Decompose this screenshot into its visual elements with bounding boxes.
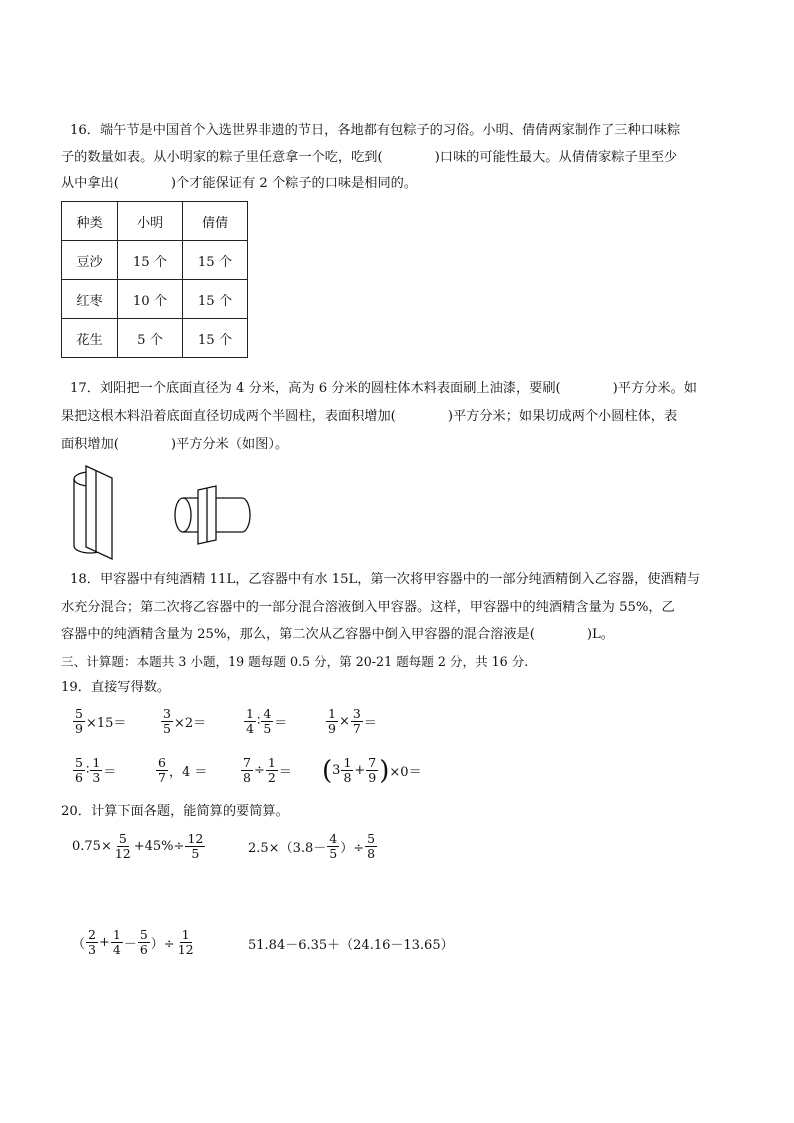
table-cell: 15 个 [183, 280, 248, 319]
table-cell: 15 个 [183, 241, 248, 280]
table-row [62, 241, 248, 280]
table-row [62, 319, 248, 358]
q19-expr-7 [240, 756, 292, 785]
operator: ÷ [253, 763, 265, 778]
table-cell: 豆沙 [62, 241, 118, 280]
q16-line3-text-b: )个才能保证有 2 个粽子的口味是相同的。 [170, 176, 418, 191]
section-3-heading: 三、计算题：本题共 3 小题，19 题每题 0.5 分，第 20-21 题每题 2 分，共 16 分. [61, 654, 529, 669]
expr-text: ＝ [274, 716, 288, 731]
operator: + [98, 935, 110, 950]
expr-text: ）÷ [150, 937, 175, 952]
operator: ∶ [85, 763, 90, 778]
q16-line2-text-b: )口味的可能性最大。从倩倩家粽子里至少 [434, 150, 678, 165]
q17-line2 [61, 403, 677, 430]
fraction: $\frac{7}{9}$ [368, 755, 377, 785]
table-cell: 15 个 [183, 319, 248, 358]
q16-line3 [61, 170, 417, 197]
q20-expr-d [248, 934, 454, 953]
q19-title: 19．直接写得数。 [61, 680, 171, 695]
expr-text: ＝ [103, 765, 117, 780]
expr-text: 2.5×（3.8－ [248, 841, 327, 856]
whole-number: 3 [332, 763, 341, 778]
operator: － [123, 937, 137, 952]
q19-expr-5 [72, 756, 116, 785]
fraction: $\frac{2}{3}$ [88, 927, 96, 957]
expr-text: ×2＝ [173, 716, 207, 731]
expr-text: ，4 ＝ [168, 765, 208, 780]
fraction: $\frac{3}{7}$ [352, 706, 361, 736]
q18-line3 [61, 621, 614, 648]
expr-text: 51.84－6.35＋（24.16－13.65） [248, 938, 454, 953]
q17-line3 [61, 431, 288, 458]
fraction: $\frac{4}{5}$ [329, 831, 338, 861]
expr-text: （ [72, 937, 86, 952]
cylinder-cut-crosswise-figure [170, 482, 255, 552]
fraction: $\frac{4}{5}$ [263, 706, 272, 736]
left-paren: ( [322, 755, 333, 786]
fraction: $\frac{6}{7}$ [158, 755, 166, 785]
expr-text: 0.75× [72, 839, 112, 854]
fraction: $\frac{5}{12}$ [114, 831, 131, 861]
q17-line1 [70, 375, 697, 402]
q20-expr-c [72, 928, 197, 957]
table-cell: 花生 [62, 319, 118, 358]
fraction: $\frac{1}{4}$ [246, 706, 254, 736]
fraction: $\frac{1}{4}$ [112, 927, 121, 957]
table-row [62, 280, 248, 319]
expr-text: ＝ [363, 716, 377, 731]
fraction: $\frac{5}{9}$ [75, 706, 83, 736]
q16-line2-text-a: 子的数量如表。从小明家的粽子里任意拿一个吃，吃到( [61, 150, 383, 165]
q16-line3-text-a: 从中拿出( [61, 176, 119, 191]
q18-line1: 18．甲容器中有纯酒精 11L，乙容器中有水 15L，第一次将甲容器中的一部分纯酒精倒入乙容器，使酒精与 [70, 572, 701, 587]
operator: + [354, 763, 366, 778]
q17-line2-text-a: 果把这根木料沿着底面直径切成两个半圆柱，表面积增加( [61, 409, 396, 424]
fraction: $\frac{1}{2}$ [267, 755, 276, 785]
q17-line2-text-b: )平方分米；如果切成两个小圆柱体，表 [447, 409, 678, 424]
operator: × [338, 714, 350, 729]
q19-expr-3 [243, 707, 287, 736]
zongzi-table [61, 201, 248, 358]
expr-text: ×0＝ [389, 765, 422, 780]
table-cell: 10 个 [118, 280, 183, 319]
q20-expr-a [72, 832, 206, 861]
q16-line1: 16．端午节是中国首个入选世界非遗的节日，各地都有包粽子的习俗。小明、倩倩两家制作了三种口味粽 [70, 123, 681, 138]
fraction: $\frac{1}{8}$ [343, 755, 352, 785]
fraction: $\frac{1}{12}$ [177, 927, 194, 957]
expr-text: ）÷ [340, 841, 365, 856]
q17-line3-text-a: 面积增加( [61, 437, 119, 452]
q16-line2 [61, 144, 677, 171]
q19-expr-1 [72, 707, 126, 736]
q18-line3-text-b: )L。 [586, 627, 614, 642]
expr-text: ＝ [278, 765, 292, 780]
q17-line1-text-b: )平方分米。如 [612, 381, 697, 396]
fraction: $\frac{12}{5}$ [187, 831, 204, 861]
q18-line2: 水充分混合；第二次将乙容器中的一部分混合溶液倒入甲容器。这样，甲容器中的纯酒精含量为 55%，乙 [61, 600, 675, 615]
fraction: $\frac{7}{8}$ [243, 755, 251, 785]
fraction: $\frac{3}{5}$ [163, 706, 171, 736]
q18-line3-text-a: 容器中的纯酒精含量为 25%，那么，第二次从乙容器中倒入甲容器的混合溶液是( [61, 627, 535, 642]
fraction: $\frac{5}{6}$ [75, 755, 83, 785]
fraction: $\frac{1}{9}$ [328, 706, 336, 736]
table-cell: 15 个 [118, 241, 183, 280]
table-cell: 5 个 [118, 319, 183, 358]
table-header-cell: 倩倩 [183, 202, 248, 241]
right-paren: ) [379, 755, 390, 786]
q20-title: 20．计算下面各题，能简算的要简算。 [61, 804, 289, 819]
expr-text: ×15＝ [85, 716, 127, 731]
q19-expr-6 [155, 756, 207, 785]
expr-text: +45%÷ [133, 839, 185, 854]
operator: ∶ [256, 714, 261, 729]
q20-expr-b [248, 832, 378, 861]
cylinder-cut-lengthwise-figure [66, 462, 136, 562]
q19-expr-4 [325, 707, 377, 736]
q19-expr-2 [160, 707, 206, 736]
q17-line3-text-b: )平方分米（如图）。 [170, 437, 289, 452]
q17-line1-text-a: 17．刘阳把一个底面直径为 4 分米，高为 6 分米的圆柱体木料表面刷上油漆，要刷( [70, 381, 561, 396]
q19-expr-8 [322, 756, 422, 785]
fraction: $\frac{1}{3}$ [92, 755, 101, 785]
fraction: $\frac{5}{6}$ [139, 927, 148, 957]
fraction: $\frac{5}{8}$ [367, 831, 376, 861]
table-cell: 红枣 [62, 280, 118, 319]
table-header-cell: 种类 [62, 202, 118, 241]
table-header-row [62, 202, 248, 241]
table-header-cell: 小明 [118, 202, 183, 241]
